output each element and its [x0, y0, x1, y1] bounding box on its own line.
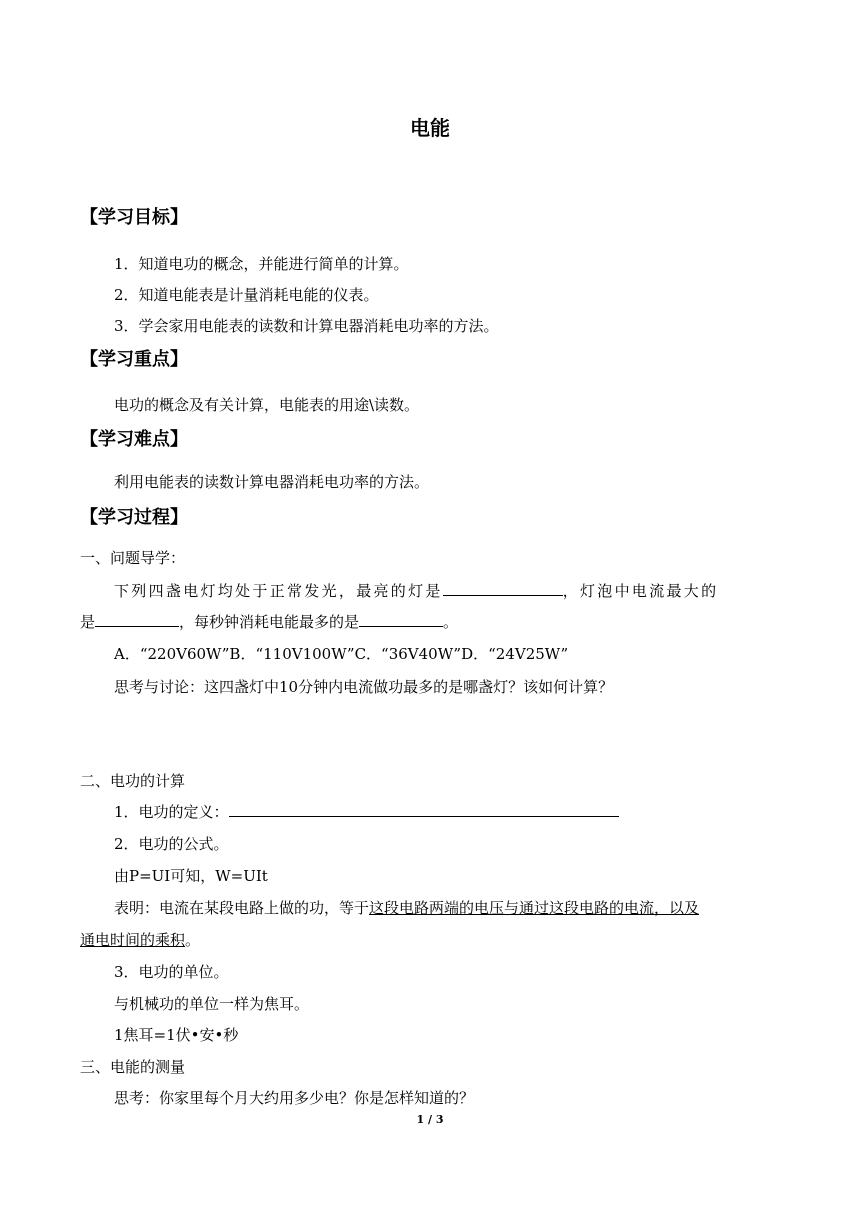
process-heading: 【学习过程】: [80, 507, 188, 528]
answer-blank[interactable]: [443, 581, 563, 596]
answer-blank[interactable]: [229, 802, 619, 817]
think-text: 思考：你家里每个月大约用多少电？你是怎样知道的？: [114, 1089, 475, 1107]
definition-line: [114, 801, 619, 823]
question-text: ，灯泡中电流最大的: [562, 582, 719, 600]
discussion-text: 思考与讨论：这四盏灯中10分钟内电流做功最多的是哪盏灯？该如何计算？: [114, 678, 614, 696]
key-points-heading: 【学习重点】: [80, 349, 188, 370]
answer-blank[interactable]: [95, 612, 179, 627]
question-line-1: [114, 580, 718, 602]
explanation-suffix: 。: [185, 931, 201, 949]
objectives-heading: 【学习目标】: [80, 207, 188, 228]
question-line-2: [80, 611, 458, 633]
question-text: 下列四盏电灯均处于正常发光，最亮的灯是: [114, 582, 443, 600]
part2-title: 二、电功的计算: [80, 772, 186, 790]
formula-title: 2．电功的公式。: [114, 835, 229, 853]
formula-text: 由P=UI可知，W=UIt: [114, 867, 268, 885]
explanation-underlined: 通电时间的乘积: [80, 931, 186, 949]
objective-item: 2．知道电能表是计量消耗电能的仪表。: [114, 286, 379, 304]
part3-title: 三、电能的测量: [80, 1058, 186, 1076]
explanation-line-2: [80, 929, 200, 951]
answer-blank[interactable]: [359, 612, 443, 627]
question-text: 。: [443, 613, 459, 631]
difficulties-heading: 【学习难点】: [80, 429, 188, 450]
answer-options: A．“220V60W”B．“110V100W”C．“36V40W”D．“24V25W”: [114, 645, 569, 663]
definition-label: 1．电功的定义：: [114, 803, 229, 821]
difficulties-text: 利用电能表的读数计算电器消耗电功率的方法。: [114, 473, 430, 491]
unit-title: 3．电功的单位。: [114, 963, 229, 981]
objective-item: 1．知道电功的概念，并能进行简单的计算。: [114, 255, 409, 273]
question-text: ，每秒钟消耗电能最多的是: [179, 613, 360, 631]
unit-text: 与机械功的单位一样为焦耳。: [114, 995, 310, 1013]
page-number: 1 / 3: [416, 1113, 444, 1126]
explanation-prefix: 表明：电流在某段电路上做的功，等于: [114, 899, 370, 917]
part1-title: 一、问题导学：: [80, 549, 186, 567]
explanation-line-1: [114, 897, 699, 919]
key-points-text: 电功的概念及有关计算，电能表的用途\读数。: [114, 396, 420, 414]
explanation-underlined: 这段电路两端的电压与通过这段电路的电流，以及: [369, 899, 700, 917]
question-text: 是: [80, 613, 96, 631]
unit-equation: 1焦耳=1伏•安•秒: [114, 1026, 239, 1044]
document-title: 电能: [410, 116, 450, 140]
objective-item: 3．学会家用电能表的读数和计算电器消耗电功率的方法。: [114, 317, 499, 335]
